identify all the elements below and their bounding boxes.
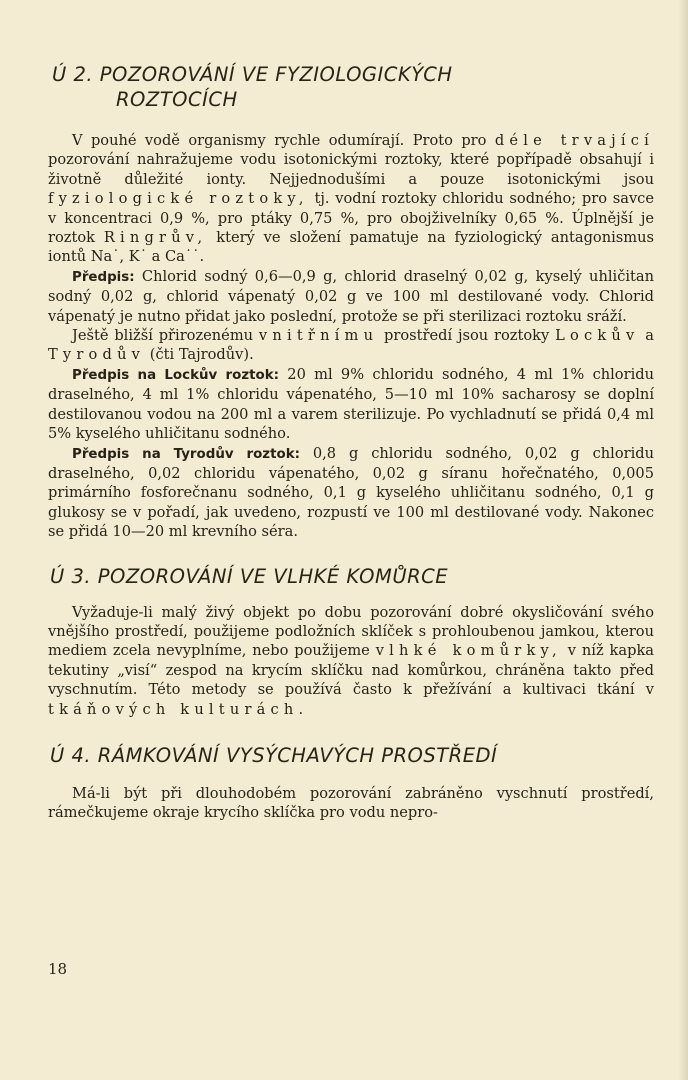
text-run: Chlorid sodný 0,6—0,9 g, chlorid draselný 0,02 g, kyselý uhličitan sodný 0,02 g, chlorid vápenatý 0,02 g ve 100 ml destilované vody. Chlorid vápenatý je nutno přidat jako poslední, protože se při sterilizaci roztoku sráží. — [48, 267, 654, 325]
text-run: Vyžaduje-li malý živý objekt po dobu pozorování dobré okysličování svého vnějšího prostředí, použijeme podložních sklíček s prohloubenou jamkou, kterou mediem zcela nevyplníme, nebo použijeme — [48, 603, 654, 660]
text-run: (čti Tajrodův). — [145, 346, 254, 364]
paragraph — [48, 365, 654, 444]
text-run: pozorování nahražujeme vodu isotonickými roztoky, které popřípadě obsahují i životně důležité ionty. Nejjednodušími a pouze isotonickými jsou — [48, 151, 654, 188]
text-run: který ve složení pamatuje na fyziologický antagonismus iontů Na˙, K˙ a Ca˙˙. — [48, 229, 654, 266]
recipe-label: Předpis na Lockův roztok: — [72, 367, 279, 383]
text-run: 0,8 g chloridu sodného, 0,02 g chloridu draselného, 0,02 chloridu vápenatého, 0,02 g síranu hořečnatého, 0,005 primárního fosforečnanu sodného, 0,1 g kyselého uhličitanu sodného, 0,1 g glukosy se v pořadí, jak uvedeno, rozpustí ve 100 ml destilované vody. Nakonec se přidá 10—20 ml krevního séra. — [48, 444, 654, 541]
text-run: v níž kapka tekutiny „visí“ zespod na krycím sklíčku nad komůrkou, chráněna takto před vyschnutím. Této metody se používá často k přežívání a kultivaci tkání v — [48, 642, 654, 699]
paragraph: Má-li být při dlouhodobém pozorování zabráněno vyschnutí prostředí, rámečkujeme okraje krycího sklíčka pro vodu nepro- — [48, 784, 654, 822]
spaced-term: Tyrodův — [48, 346, 146, 364]
spaced-term: Lockův — [555, 327, 640, 345]
page-edge-shadow — [678, 0, 688, 1080]
section-heading-u3: Ú 3. POZOROVÁNÍ VE VLHKÉ KOMŮRCE — [50, 564, 449, 588]
paragraph — [48, 131, 654, 267]
spaced-term: vlhké komůrky, — [375, 642, 562, 660]
paragraph — [48, 267, 654, 326]
spaced-term: fyziologické roztoky, — [48, 190, 309, 208]
paragraph — [48, 326, 654, 365]
spaced-term: déle trvající — [494, 132, 654, 149]
paragraph — [48, 444, 654, 542]
section-body-u3 — [48, 603, 654, 719]
section-heading-u2 — [48, 62, 654, 112]
spaced-term: vnitřnímu — [258, 327, 379, 345]
section-body-u4 — [48, 784, 654, 823]
spaced-term: Ringrův, — [103, 229, 208, 247]
text-run: a — [639, 327, 654, 345]
section-body-u2 — [48, 131, 654, 542]
text-run: prostředí jsou roztoky — [378, 327, 556, 345]
spaced-term: tkáňových kulturách. — [48, 700, 309, 718]
text-run: tj. vodní roztoky chloridu sodného; pro savce v koncentraci 0,9 %, pro ptáky 0,75 %, pro obojživelníky 0,65 %. Úplnější je roztok — [48, 190, 654, 247]
section-heading-u4: Ú 4. RÁMKOVÁNÍ VYSÝCHAVÝCH PROSTŘEDÍ — [50, 743, 498, 767]
page-number: 18 — [48, 960, 68, 978]
heading-line: Ú 2. POZOROVÁNÍ VE FYZIOLOGICKÝCH — [52, 63, 453, 86]
recipe-label: Předpis na Tyrodův roztok: — [72, 446, 300, 462]
page-content — [48, 62, 654, 823]
text-run: Ještě bližší přirozenému — [72, 327, 259, 345]
heading-line: ROZTOCÍCH — [116, 88, 238, 111]
text-run: 20 ml 9% chloridu sodného, 4 ml 1% chloridu draselného, 4 ml 1% chloridu vápenatého, 5—10 ml 10% sacharosy se doplní destilovanou vodou na 200 ml a varem sterilizuje. Po vychladnutí se přidá 0,4 ml 5% kyselého uhličitanu sodného. — [48, 365, 654, 443]
text-run: V pouhé vodě organismy rychle odumírají. Proto pro — [72, 132, 495, 149]
paragraph — [48, 603, 654, 719]
recipe-label: Předpis: — [72, 269, 135, 285]
